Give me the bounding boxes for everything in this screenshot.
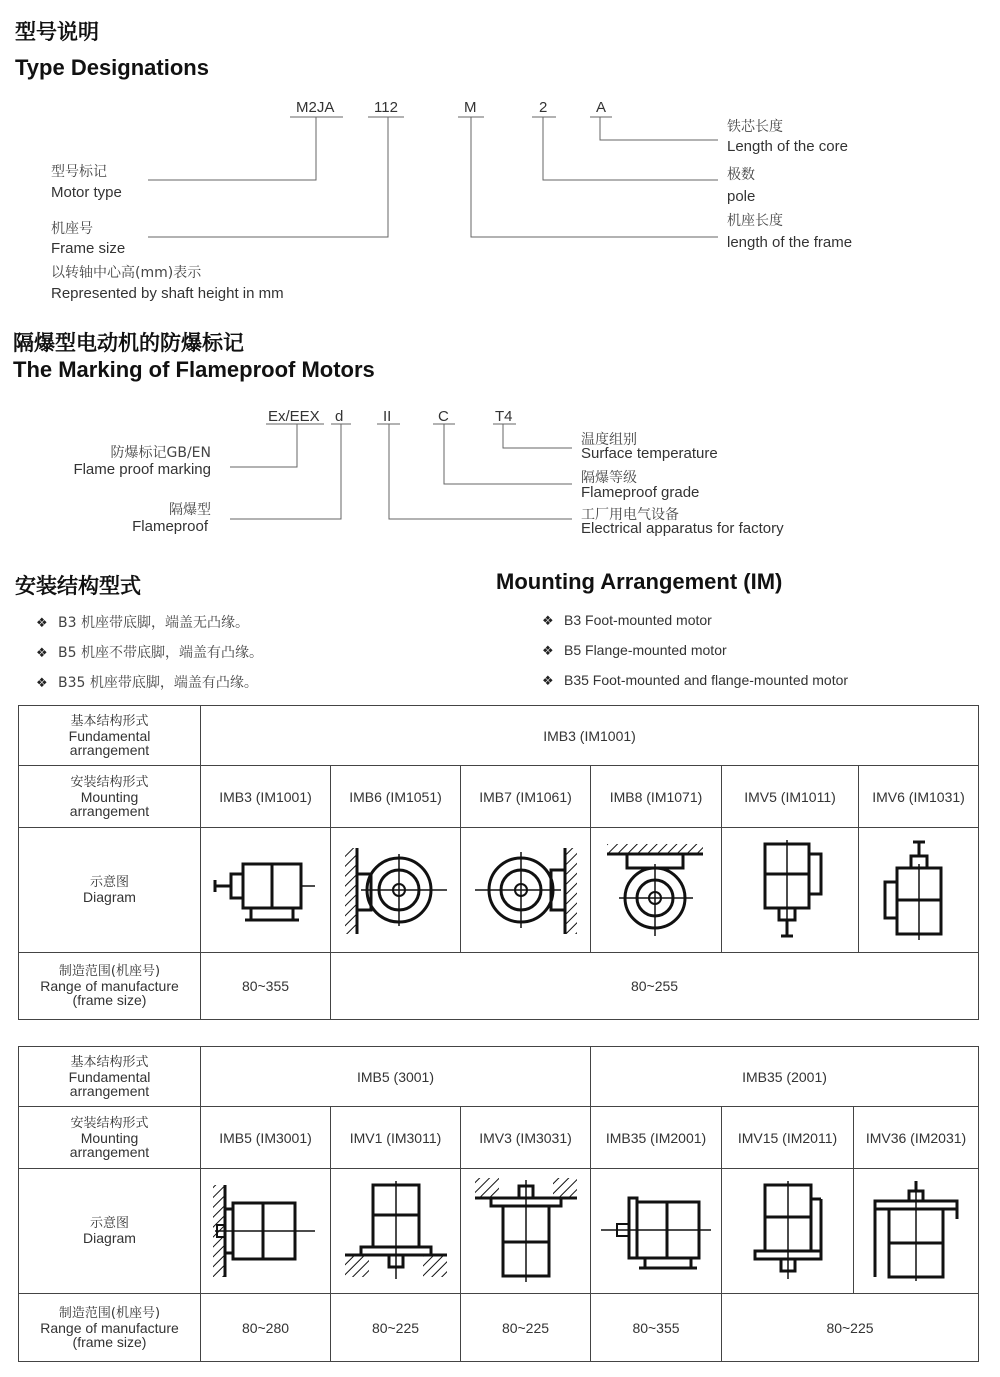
label-motor-type-en: Motor type [51, 184, 122, 201]
range-imb3: 80~355 [201, 953, 331, 1020]
imb3-diagram-cell [201, 828, 331, 953]
code-pole: 2 [539, 99, 548, 116]
label-frame-size-en: Frame size [51, 240, 126, 257]
range-imb35: 80~355 [591, 1294, 722, 1362]
label-frame-size-cn: 机座号 [51, 221, 93, 237]
label-pole-cn: 极数 [727, 167, 755, 183]
label-flame-marking-en: Flame proof marking [73, 461, 211, 478]
label-motor-type-cn: 型号标记 [51, 164, 107, 180]
bullet-en-b3: ❖ B3 Foot-mounted motor [542, 612, 712, 628]
mounting-imb35: IMB35 (IM2001) [591, 1107, 722, 1169]
label-shaft-height-en: Represented by shaft height in mm [51, 285, 284, 302]
range-imv3: 80~225 [461, 1294, 591, 1362]
imv36-diagram-icon [861, 1179, 971, 1284]
code-d: d [335, 408, 344, 425]
imb6-diagram-cell [331, 828, 461, 953]
mounting-imv3: IMV3 (IM3031) [461, 1107, 591, 1169]
mounting-table-2 [18, 1046, 979, 1362]
imb35-diagram-cell [591, 1169, 722, 1294]
row-header-fundamental: 基本结构形式 Fundamental arrangement [19, 1047, 201, 1107]
flameproof-title-cn: 隔爆型电动机的防爆标记 [13, 331, 244, 355]
label-frame-length-en: length of the frame [727, 234, 853, 251]
imv5-diagram-cell [722, 828, 859, 953]
table-row [19, 1047, 979, 1107]
mounting-imv6: IMV6 (IM1031) [859, 766, 979, 828]
range-others: 80~255 [331, 953, 979, 1020]
imv1-diagram-cell [331, 1169, 461, 1294]
range-imb5: 80~280 [201, 1294, 331, 1362]
bullet-diamond-icon: ❖ [36, 645, 48, 660]
imb6-diagram-icon [341, 840, 451, 940]
code-ex-eex: Ex/EEX [268, 408, 320, 425]
label-flameproof-grade-en: Flameproof grade [581, 484, 700, 501]
imb3-diagram-icon [211, 850, 321, 930]
type-designations-title-cn: 型号说明 [15, 20, 99, 44]
mounting-imv15: IMV15 (IM2011) [722, 1107, 854, 1169]
row-header-fundamental: 基本结构形式 Fundamental arrangement [19, 706, 201, 766]
code-core-length: A [596, 99, 607, 116]
row-header-range: 制造范围(机座号) Range of manufacture (frame size) [19, 1294, 201, 1362]
fundamental-imb35: IMB35 (2001) [591, 1047, 979, 1107]
bullet-diamond-icon: ❖ [36, 675, 48, 690]
mounting-imv1: IMV1 (IM3011) [331, 1107, 461, 1169]
label-surface-temp-cn: 温度组别 [581, 432, 637, 448]
table-row [19, 766, 979, 828]
code-c: C [438, 408, 449, 425]
imv5-diagram-icon [735, 838, 845, 943]
bullet-en-b5: ❖ B5 Flange-mounted motor [542, 642, 727, 658]
row-header-mounting: 安装结构形式 Mounting arrangement [19, 766, 201, 828]
label-shaft-height-cn: 以转轴中心高(mm)表示 [51, 265, 202, 281]
mounting-imv36: IMV36 (IM2031) [854, 1107, 979, 1169]
table-row [19, 1107, 979, 1169]
imb8-diagram-cell [591, 828, 722, 953]
imv15-diagram-cell [722, 1169, 854, 1294]
mounting-imv5: IMV5 (IM1011) [722, 766, 859, 828]
code-frame-size: 112 [374, 99, 398, 116]
mounting-imb8: IMB8 (IM1071) [591, 766, 722, 828]
row-header-mounting: 安装结构形式 Mounting arrangement [19, 1107, 201, 1169]
label-flame-marking-cn: 防爆标记GB/EN [110, 445, 211, 461]
bullet-cn-b35: ❖ B35 机座带底脚，端盖有凸缘。 [36, 675, 258, 691]
table-row [19, 953, 979, 1020]
range-imv15-imv36: 80~225 [722, 1294, 979, 1362]
imv15-diagram-icon [733, 1179, 843, 1284]
imb35-diagram-icon [599, 1184, 714, 1279]
table-row [19, 1169, 979, 1294]
bullet-cn-b5: ❖ B5 机座不带底脚，端盖有凸缘。 [36, 645, 263, 661]
row-header-diagram: 示意图 Diagram [19, 828, 201, 953]
mounting-table-1 [18, 705, 979, 1020]
bullet-en-b35: ❖ B35 Foot-mounted and flange-mounted motor [542, 672, 849, 688]
table-row [19, 706, 979, 766]
bullet-diamond-icon: ❖ [542, 673, 554, 688]
mounting-imb7: IMB7 (IM1061) [461, 766, 591, 828]
fundamental-imb3: IMB3 (IM1001) [201, 706, 979, 766]
imb8-diagram-icon [601, 840, 711, 940]
label-core-length-cn: 铁芯长度 [727, 119, 783, 135]
row-header-range: 制造范围(机座号) Range of manufacture (frame size) [19, 953, 201, 1020]
label-flameproof-cn: 隔爆型 [169, 502, 211, 518]
label-factory-en: Electrical apparatus for factory [581, 520, 784, 537]
bullet-diamond-icon: ❖ [36, 615, 48, 630]
label-flameproof-grade-cn: 隔爆等级 [581, 470, 637, 486]
code-ii: II [383, 408, 392, 425]
mounting-title-cn: 安装结构型式 [15, 574, 141, 598]
bullet-diamond-icon: ❖ [542, 643, 554, 658]
mounting-title-en: Mounting Arrangement (IM) [496, 569, 783, 594]
imv3-diagram-icon [471, 1176, 581, 1286]
label-core-length-en: Length of the core [727, 138, 848, 155]
flameproof-title-en: The Marking of Flameproof Motors [13, 357, 375, 382]
row-header-diagram: 示意图 Diagram [19, 1169, 201, 1294]
label-factory-cn: 工厂用电气设备 [581, 507, 679, 523]
label-surface-temp-en: Surface temperature [581, 445, 718, 462]
mounting-imb6: IMB6 (IM1051) [331, 766, 461, 828]
code-t4: T4 [495, 408, 513, 425]
type-designations-title-en: Type Designations [15, 55, 209, 80]
code-frame-length: M [464, 99, 477, 116]
imv36-diagram-cell [854, 1169, 979, 1294]
mounting-imb3: IMB3 (IM1001) [201, 766, 331, 828]
label-flameproof-en: Flameproof [132, 518, 208, 535]
code-motor-type: M2JA [296, 99, 335, 116]
range-imv1: 80~225 [331, 1294, 461, 1362]
imb7-diagram-cell [461, 828, 591, 953]
table-row [19, 1294, 979, 1362]
imv1-diagram-icon [341, 1179, 451, 1284]
imv3-diagram-cell [461, 1169, 591, 1294]
bullet-diamond-icon: ❖ [542, 613, 554, 628]
imb5-diagram-icon [211, 1179, 321, 1284]
fundamental-imb5: IMB5 (3001) [201, 1047, 591, 1107]
mounting-imb5: IMB5 (IM3001) [201, 1107, 331, 1169]
imv6-diagram-cell [859, 828, 979, 953]
table-row [19, 828, 979, 953]
imv6-diagram-icon [869, 838, 969, 943]
label-pole-en: pole [727, 188, 756, 205]
bullet-cn-b3: ❖ B3 机座带底脚，端盖无凸缘。 [36, 615, 249, 631]
imb5-diagram-cell [201, 1169, 331, 1294]
imb7-diagram-icon [471, 840, 581, 940]
label-frame-length-cn: 机座长度 [727, 213, 783, 229]
